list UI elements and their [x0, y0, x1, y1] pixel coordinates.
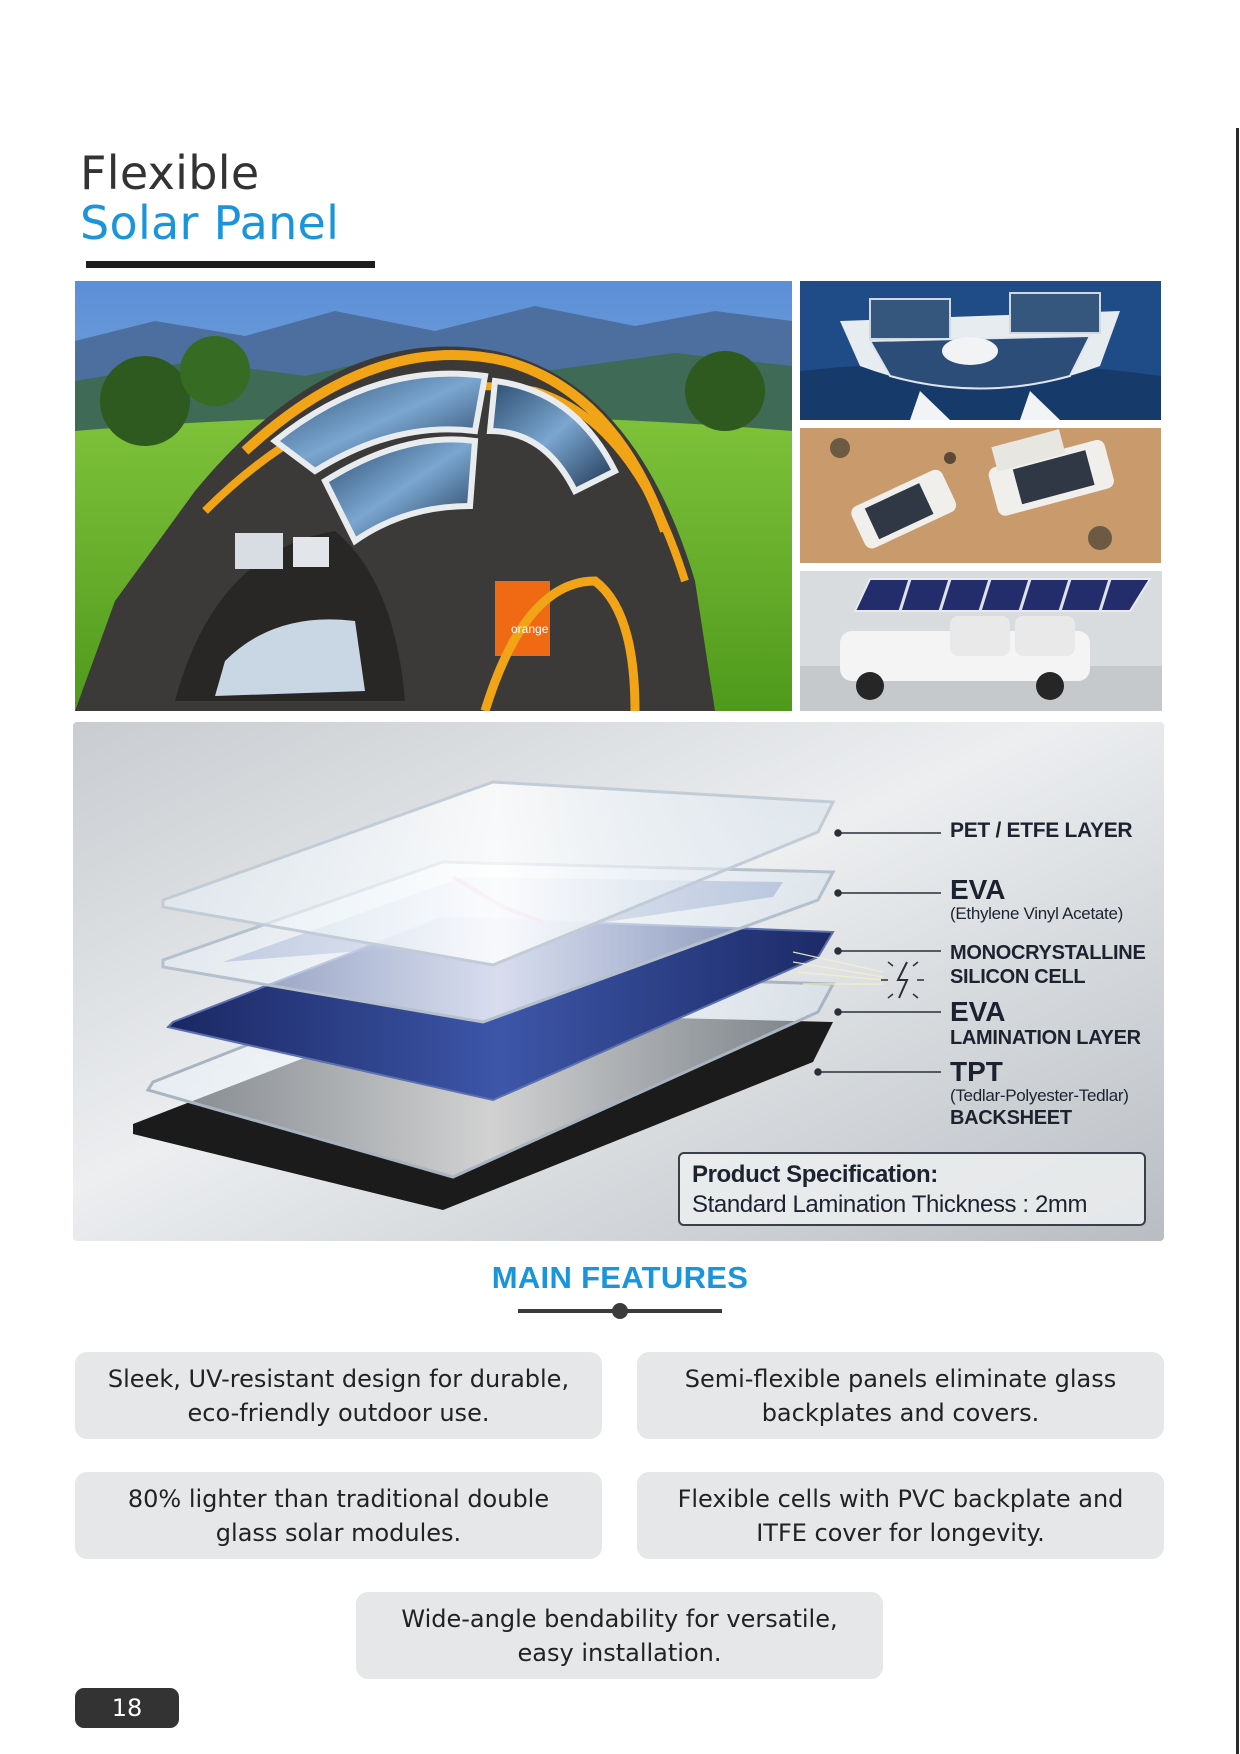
solar-panel-layer-diagram [73, 722, 1164, 1241]
product-specification-box [678, 1152, 1146, 1226]
layer-label-tpt [950, 1058, 1129, 1130]
golf-cart-photo [800, 571, 1162, 711]
layer-name: PET / ETFE LAYER [950, 819, 1133, 842]
layer-detail: (Tedlar-Polyester-Tedlar) [950, 1086, 1129, 1105]
features-divider-dot [612, 1303, 628, 1319]
layer-detail-2: BACKSHEET [950, 1107, 1072, 1129]
layer-detail: LAMINATION LAYER [950, 1027, 1141, 1049]
features-heading: MAIN FEATURES [491, 1260, 749, 1295]
feature-card [356, 1592, 883, 1679]
title-line-1: Flexible [80, 146, 260, 200]
feature-text [678, 1482, 1124, 1550]
feature-line-2: glass solar modules. [215, 1518, 462, 1547]
layer-detail: (Ethylene Vinyl Acetate) [950, 904, 1123, 923]
layer-name-line-1: MONOCRYSTALLINE [950, 942, 1146, 964]
feature-card [75, 1352, 602, 1439]
feature-text [401, 1602, 837, 1670]
feature-line-1: 80% lighter than traditional double [127, 1484, 550, 1513]
page-edge-line [1236, 128, 1239, 1754]
layer-name-line-2: SILICON CELL [950, 966, 1086, 988]
feature-text [685, 1362, 1117, 1430]
feature-line-2: eco-friendly outdoor use. [187, 1398, 490, 1427]
feature-line-2: backplates and covers. [761, 1398, 1040, 1427]
feature-line-1: Semi-flexible panels eliminate glass [684, 1364, 1117, 1393]
feature-text [128, 1482, 549, 1550]
boat-photo [800, 281, 1161, 420]
feature-line-2: easy installation. [517, 1638, 722, 1667]
layer-label-eva-lamination [950, 998, 1141, 1050]
layer-label-monocrystalline [950, 941, 1146, 989]
spec-title: Product Specification: [692, 1161, 938, 1188]
title-line-2: Solar Panel [80, 196, 340, 250]
feature-card [75, 1472, 602, 1559]
campervans-photo [800, 428, 1161, 563]
page-number: 18 [75, 1688, 179, 1728]
feature-card [637, 1472, 1164, 1559]
layer-name: EVA [950, 996, 1006, 1027]
layer-name: TPT [950, 1056, 1003, 1087]
feature-line-1: Wide-angle bendability for versatile, [401, 1604, 838, 1633]
feature-line-1: Flexible cells with PVC backplate and [677, 1484, 1124, 1513]
title-underline [86, 261, 375, 268]
layer-label-eva [950, 876, 1123, 924]
tent-brand-text: orange [511, 622, 549, 636]
feature-line-1: Sleek, UV-resistant design for durable, [107, 1364, 570, 1393]
spec-value: Standard Lamination Thickness : 2mm [692, 1191, 1088, 1218]
feature-line-2: ITFE cover for longevity. [756, 1518, 1045, 1547]
layer-label-pet-etfe [950, 819, 1132, 843]
tent-photo [75, 281, 792, 711]
page-title [80, 148, 339, 248]
feature-card [637, 1352, 1164, 1439]
feature-text [108, 1362, 569, 1430]
layer-name: EVA [950, 874, 1006, 905]
